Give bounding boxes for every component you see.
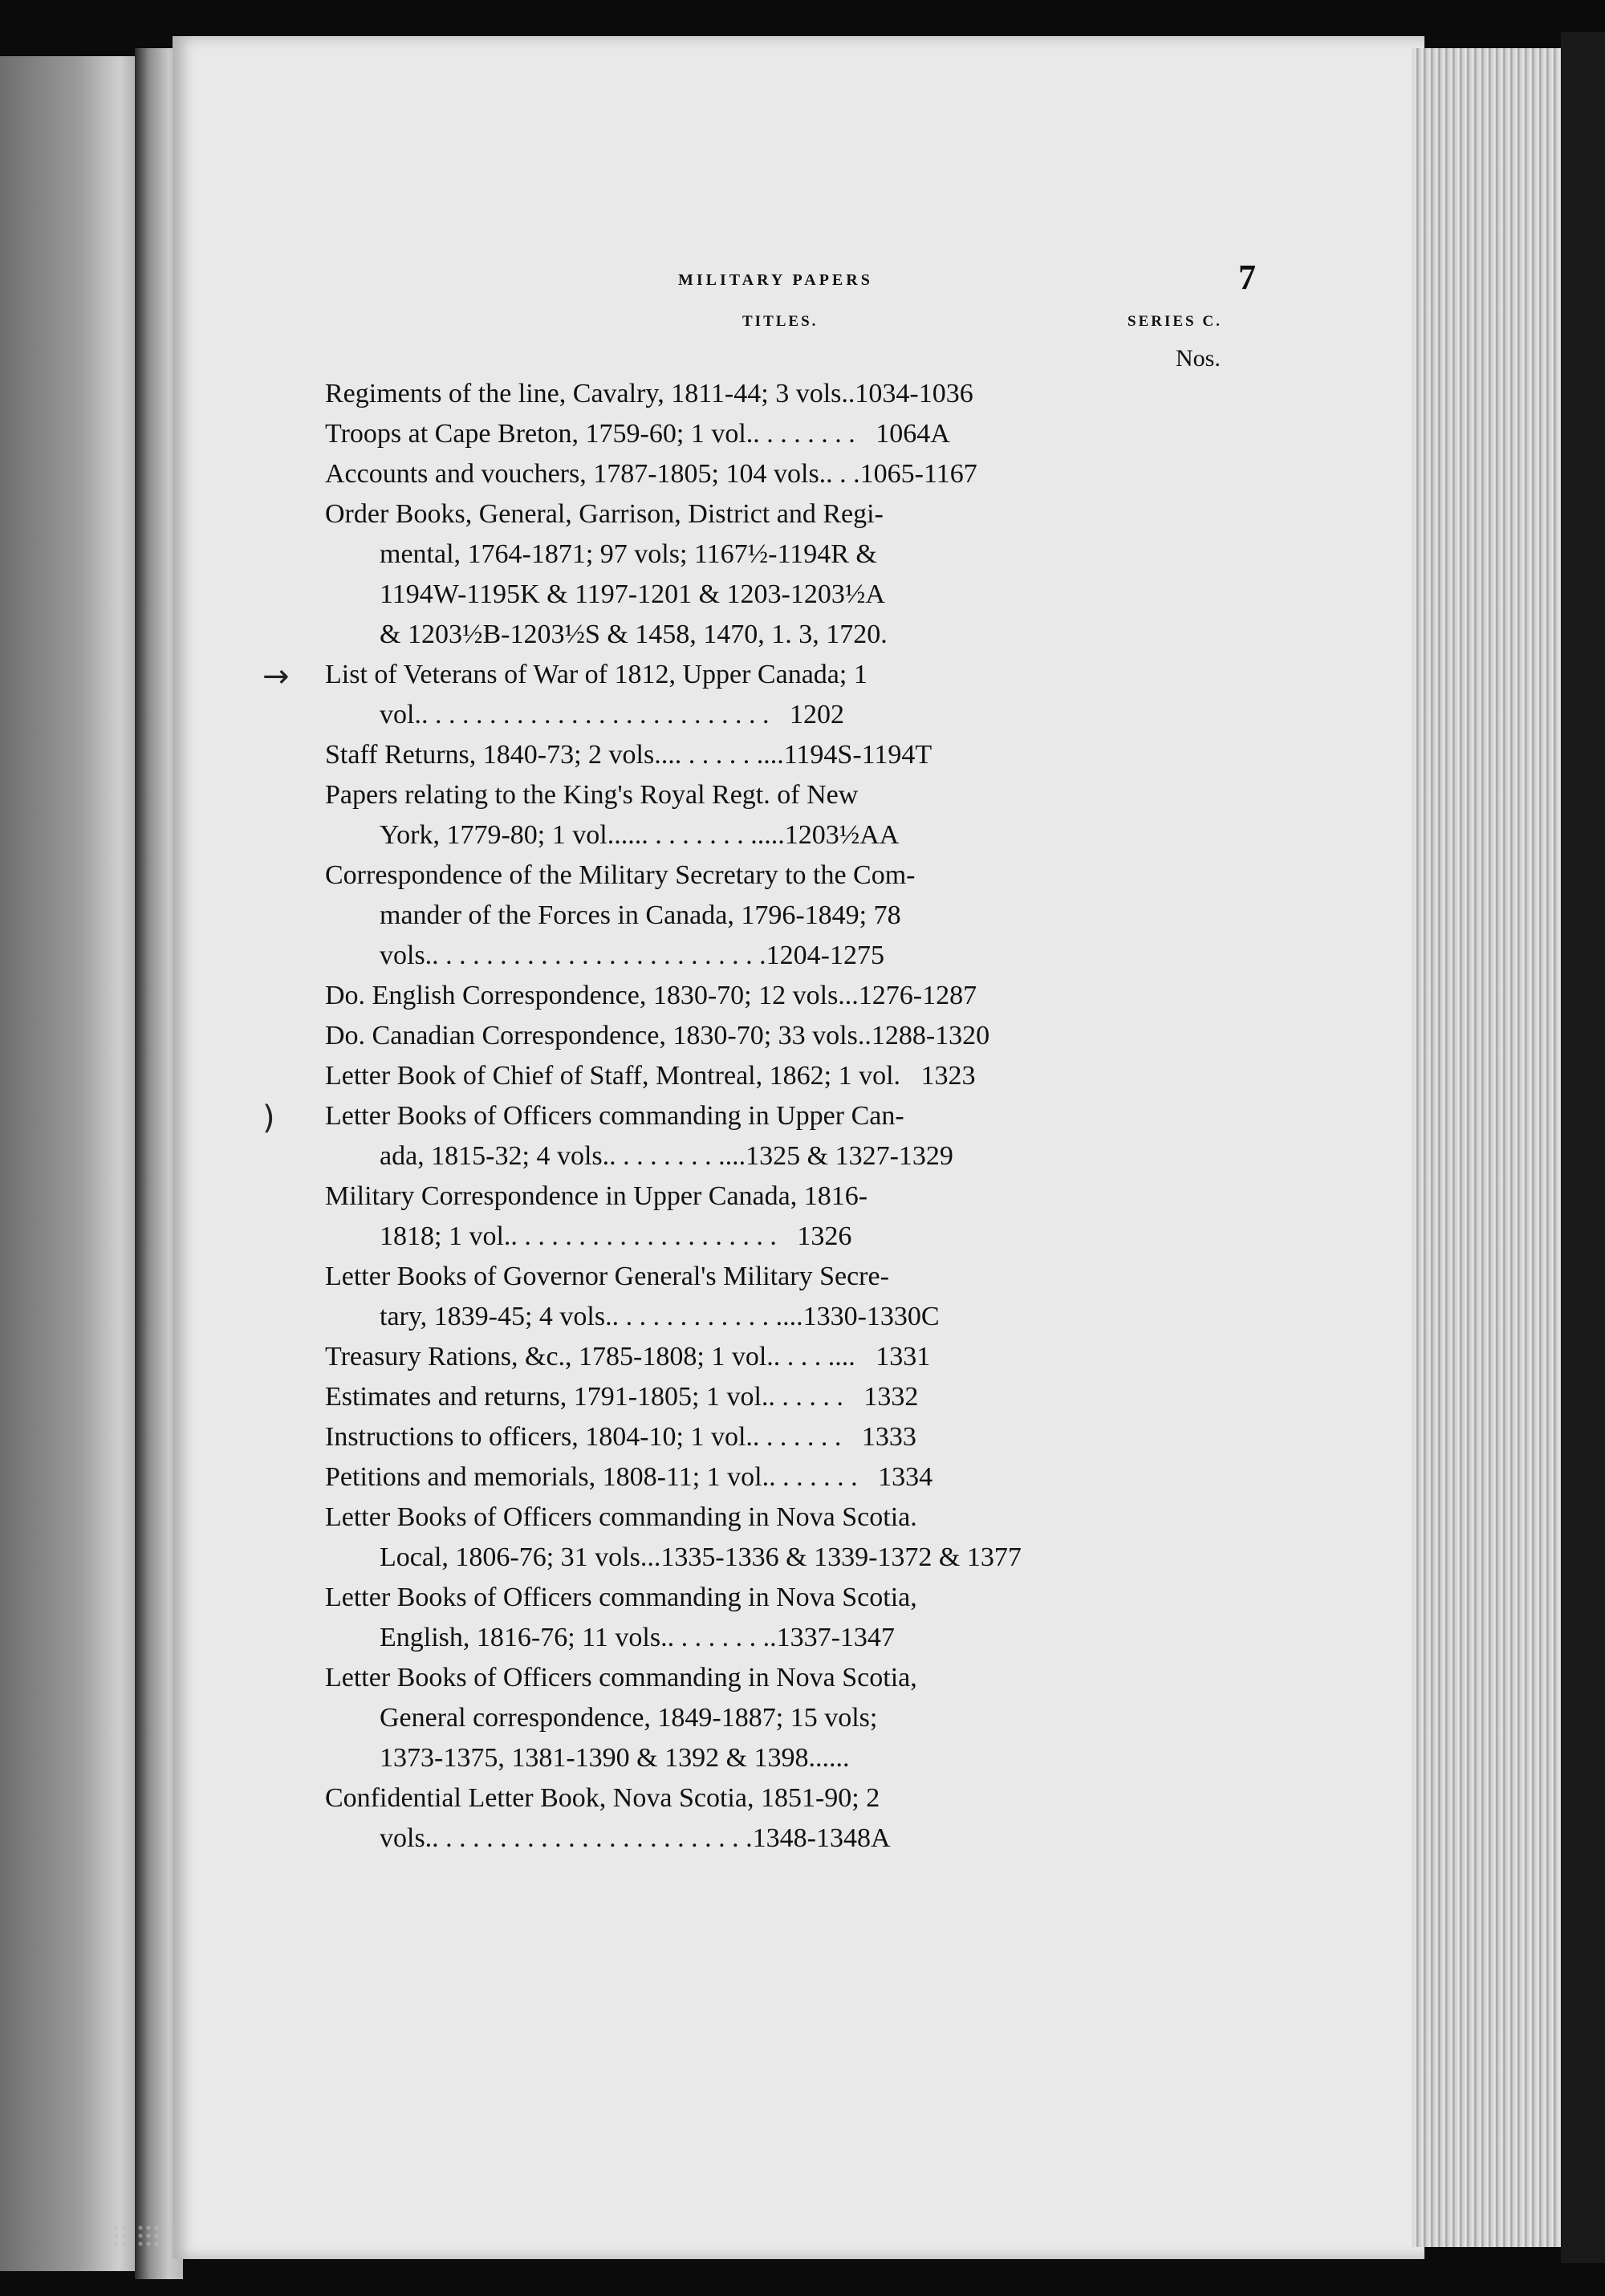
list-item	[325, 1417, 1296, 1457]
list-item	[325, 1257, 1296, 1337]
list-item	[325, 1578, 1296, 1658]
entry-first-line: List of Veterans of War of 1812, Upper Canada; 1	[325, 660, 868, 689]
stacked-page-edges	[1412, 48, 1569, 2247]
entry-continuation-line: vols.. . . . . . . . . . . . . . . . . . . . . . . . .1204-1275	[380, 941, 884, 970]
list-item	[325, 976, 1296, 1016]
list-item	[325, 1176, 1296, 1257]
entry-first-line: Petitions and memorials, 1808-11; 1 vol.. . . . . . . 1334	[325, 1462, 933, 1492]
list-item	[325, 374, 1296, 414]
entry-continuation-line: General correspondence, 1849-1887; 15 vols;	[380, 1703, 878, 1733]
entry-first-line: Letter Books of Officers commanding in Nova Scotia,	[325, 1583, 917, 1612]
page-content	[262, 257, 1296, 1859]
list-item	[325, 735, 1296, 775]
entry-first-line: Accounts and vouchers, 1787-1805; 104 vols.. . .1065-1167	[325, 459, 977, 489]
entry-first-line: Correspondence of the Military Secretary to the Com-	[325, 860, 916, 890]
list-item	[262, 1096, 1296, 1176]
list-item	[325, 1337, 1296, 1377]
entry-first-line: Do. Canadian Correspondence, 1830-70; 33 vols..1288-1320	[325, 1021, 990, 1050]
list-item	[325, 1056, 1296, 1096]
column-heading-nos-row	[325, 345, 1296, 374]
left-page-edge	[0, 56, 140, 2271]
entry-continuation-line: York, 1779-80; 1 vol...... . . . . . . . .....1203½AA	[380, 820, 900, 850]
entry-first-line: Papers relating to the King's Royal Regt. of New	[325, 780, 859, 810]
entry-continuation-line: English, 1816-76; 11 vols.. . . . . . . ..1337-1347	[380, 1623, 895, 1652]
column-headings	[325, 313, 1296, 345]
list-item	[325, 855, 1296, 976]
entry-first-line: Regiments of the line, Cavalry, 1811-44; 3 vols..1034-1036	[325, 379, 973, 408]
list-item	[325, 414, 1296, 454]
list-item	[325, 1457, 1296, 1497]
margin-marker: →	[262, 658, 290, 695]
entry-first-line: Troops at Cape Breton, 1759-60; 1 vol.. . . . . . . . 1064A	[325, 419, 950, 449]
entry-first-line: Confidential Letter Book, Nova Scotia, 1851-90; 2	[325, 1783, 880, 1813]
running-title: MILITARY PAPERS	[678, 271, 873, 289]
entry-first-line: Letter Books of Officers commanding in Upper Can-	[325, 1101, 904, 1131]
entry-continuation-line: mental, 1764-1871; 97 vols; 1167½-1194R &	[380, 539, 877, 569]
entry-first-line: Letter Book of Chief of Staff, Montreal, 1862; 1 vol. 1323	[325, 1061, 976, 1091]
list-item	[325, 454, 1296, 494]
entry-first-line: Letter Books of Officers commanding in Nova Scotia,	[325, 1663, 917, 1693]
page-number: 7	[1238, 258, 1256, 297]
entry-first-line: Letter Books of Governor General's Military Secre-	[325, 1262, 889, 1291]
list-item	[325, 1778, 1296, 1859]
list-item	[325, 775, 1296, 855]
page-header	[325, 257, 1296, 313]
entry-list	[262, 374, 1296, 1859]
column-heading-titles: TITLES.	[742, 313, 819, 330]
entry-continuation-line: Local, 1806-76; 31 vols...1335-1336 & 1339-1372 & 1377	[380, 1542, 1022, 1572]
list-item	[325, 1016, 1296, 1056]
list-item	[325, 494, 1296, 655]
entry-first-line: Order Books, General, Garrison, District and Regi-	[325, 499, 884, 529]
entry-continuation-line: 1818; 1 vol.. . . . . . . . . . . . . . . . . . . . 1326	[380, 1221, 852, 1251]
entry-first-line: Estimates and returns, 1791-1805; 1 vol.. . . . . . 1332	[325, 1382, 919, 1412]
entry-first-line: Instructions to officers, 1804-10; 1 vol.. . . . . . . 1333	[325, 1422, 916, 1452]
entry-continuation-line: mander of the Forces in Canada, 1796-1849; 78	[380, 900, 901, 930]
entry-continuation-line: tary, 1839-45; 4 vols.. . . . . . . . . . . . ....1330-1330C	[380, 1302, 940, 1331]
entry-first-line: Treasury Rations, &c., 1785-1808; 1 vol.. . . . .... 1331	[325, 1342, 931, 1372]
entry-continuation-line: & 1203½B-1203½S & 1458, 1470, 1. 3, 1720.	[380, 620, 888, 649]
margin-marker: )	[262, 1099, 275, 1136]
entry-first-line: Do. English Correspondence, 1830-70; 12 vols...1276-1287	[325, 981, 977, 1010]
entry-first-line: Military Correspondence in Upper Canada, 1816-	[325, 1181, 868, 1211]
list-item	[325, 1658, 1296, 1778]
entry-continuation-line: 1373-1375, 1381-1390 & 1392 & 1398......	[380, 1743, 850, 1773]
entry-continuation-line: vols.. . . . . . . . . . . . . . . . . . . . . . . .1348-1348A	[380, 1823, 891, 1853]
column-heading-series: SERIES C.	[1128, 313, 1222, 330]
scan-border	[1561, 32, 1605, 2263]
entry-first-line: Letter Books of Officers commanding in Nova Scotia.	[325, 1502, 917, 1532]
scan-speckle	[112, 2224, 177, 2248]
column-heading-nos: Nos.	[1176, 345, 1221, 372]
list-item	[325, 1377, 1296, 1417]
entry-continuation-line: ada, 1815-32; 4 vols.. . . . . . . . ....1325 & 1327-1329	[380, 1141, 953, 1171]
list-item	[262, 655, 1296, 735]
entry-first-line: Staff Returns, 1840-73; 2 vols.... . . . . . ....1194S-1194T	[325, 740, 933, 770]
list-item	[325, 1497, 1296, 1578]
entry-continuation-line: vol.. . . . . . . . . . . . . . . . . . . . . . . . . . 1202	[380, 700, 844, 729]
entry-continuation-line: 1194W-1195K & 1197-1201 & 1203-1203½A	[380, 579, 885, 609]
